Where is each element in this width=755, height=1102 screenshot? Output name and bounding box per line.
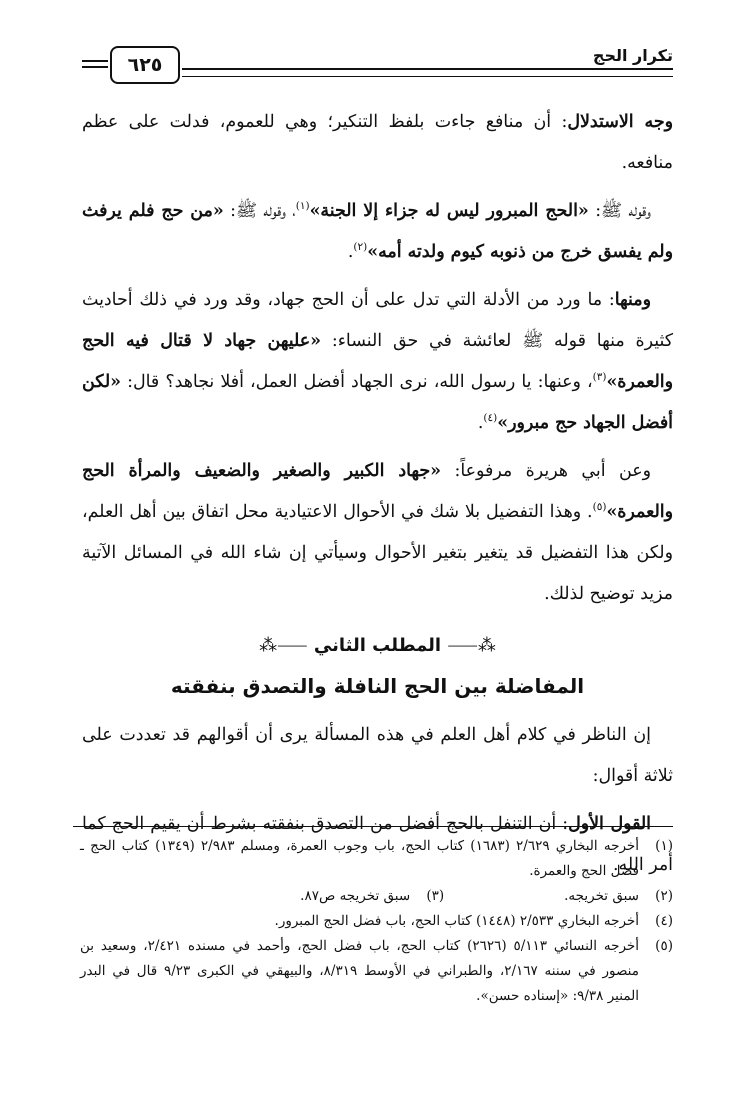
- paragraph-1: وجه الاستدلال: أن منافع جاءت بلفظ التنكير؛ وهي للعموم، فدلت على عظم منافعه.: [82, 112, 673, 173]
- paragraph-2: وقوله ﷺ: «الحج المبرور ليس له جزاء إلا الجنة»$^{(١)}$، وقوله ﷺ: «من حج فلم يرفث ولم يفسق خرج من ذنوبه كيوم ولدته أمه»$^{(٢)}$.: [82, 200, 673, 262]
- footnote-number: (٣): [426, 888, 445, 904]
- page-number: ٦٢٥: [110, 46, 180, 84]
- paragraph-4: وعن أبي هريرة مرفوعاً: «جهاد الكبير والصغير والضعيف والمرأة الحج والعمرة»$^{(٥)}$. وهذا التفضيل بلا شك في الأحوال الاعتيادية محل اتفاق بين أهل العلم، ولكن هذا التفضيل قد يتغير بتغير الأحوال وسيأتي إن شاء الله في المسائل الآتية مزيد توضيح لذلك.: [82, 461, 673, 604]
- footnote-ref[interactable]: (٤): [483, 412, 498, 425]
- hadith-quote: «جهاد الكبير والصغير والضعيف والمرأة الحج والعمرة»: [82, 461, 673, 522]
- ornament-left: ⸺⁂: [259, 635, 308, 656]
- paragraph-3: ومنها: ما ورد من الأدلة التي تدل على أن الحج جهاد، وقد ورد في ذلك أحاديث كثيرة منها قوله ﷺ لعائشة في حق النساء: «عليهن جهاد لا قتال فيه الحج والعمرة»$^{(٣)}$، وعنها: يا رسول الله، نرى الجهاد أفضل العمل، أفلا نجاهد؟ قال: «لكن أفضل الجهاد حج مبرور»$^{(٤)}$.: [82, 290, 673, 433]
- bold-lead: ومنها: [614, 290, 651, 310]
- footnote-number: (٥): [655, 938, 673, 954]
- running-title: تكرار الحج: [592, 46, 673, 65]
- section-heading: [82, 629, 673, 663]
- ornament-right: ⁂⸺: [447, 635, 496, 656]
- footnote-ref[interactable]: (١): [295, 200, 310, 213]
- bold-lead: وجه الاستدلال: [567, 112, 673, 132]
- bold-lead: القول الأول: [568, 814, 651, 834]
- footnote-text: أخرجه النسائي ٥/١١٣ (٢٦٢٦) كتاب الحج، باب فضل الحج، وأحمد في مسنده ٢/٤٢١، وسعيد بن منصور في سننه ٢/١٦٧، والطبراني في الأوسط ٨/٣١٩، والبيهقي في الكبرى ٩/٢٣ قال في البدر المنير ٩/٣٨: «إسناده حسن».: [80, 938, 639, 1004]
- footnote-1: [80, 834, 673, 884]
- footnote-4: [80, 909, 673, 934]
- footnotes: [80, 834, 673, 1009]
- footnote-row: [80, 884, 673, 909]
- footnote-3: [300, 884, 444, 909]
- header-rule: [182, 68, 673, 77]
- page-number-lines: [82, 60, 108, 74]
- footnote-number: (٢): [655, 888, 673, 904]
- footnote-text: أخرجه البخاري ٢/٦٢٩ (١٦٨٣) كتاب الحج، باب وجوب العمرة، ومسلم ٢/٩٨٣ (١٣٤٩) كتاب الحج ـ فضل الحج والعمرة.: [80, 838, 639, 879]
- footnote-2: [564, 884, 673, 909]
- hadith-quote: «عليهن جهاد لا قتال فيه الحج والعمرة»: [82, 331, 673, 392]
- hadith-quote: «الحج المبرور ليس له جزاء إلا الجنة»: [309, 201, 589, 221]
- paragraph-6: القول الأول: أن التنفل بالحج أفضل من التصدق بنفقته بشرط أن يقيم الحج كما أمر الله.: [82, 814, 673, 875]
- footnote-number: (١): [655, 838, 673, 854]
- hadith-quote: «لكن أفضل الجهاد حج مبرور»: [82, 372, 673, 433]
- footnote-ref[interactable]: (٥): [592, 501, 607, 514]
- main-text: [82, 102, 673, 893]
- section-heading-text: المطلب الثاني: [313, 635, 442, 656]
- section-title: المفاضلة بين الحج النافلة والتصدق بنفقته: [170, 674, 585, 698]
- hadith-quote: «من حج فلم يرفث ولم يفسق خرج من ذنوبه كيوم ولدته أمه»: [82, 201, 673, 262]
- footnote-number: (٤): [655, 913, 673, 929]
- footnote-text: سبق تخريجه ص٨٧.: [300, 888, 411, 904]
- footnote-5: [80, 934, 673, 1009]
- footnote-rule: [73, 826, 673, 827]
- footnote-text: سبق تخريجه.: [564, 888, 639, 904]
- footnote-text: أخرجه البخاري ٢/٥٣٣ (١٤٤٨) كتاب الحج، باب فضل الحج المبرور.: [274, 913, 639, 929]
- paragraph-5: إن الناظر في كلام أهل العلم في هذه المسألة يرى أن أقوالهم قد تعددت على ثلاثة أقوال:: [82, 725, 673, 786]
- footnote-ref[interactable]: (٣): [592, 371, 607, 384]
- footnote-ref[interactable]: (٢): [353, 241, 368, 254]
